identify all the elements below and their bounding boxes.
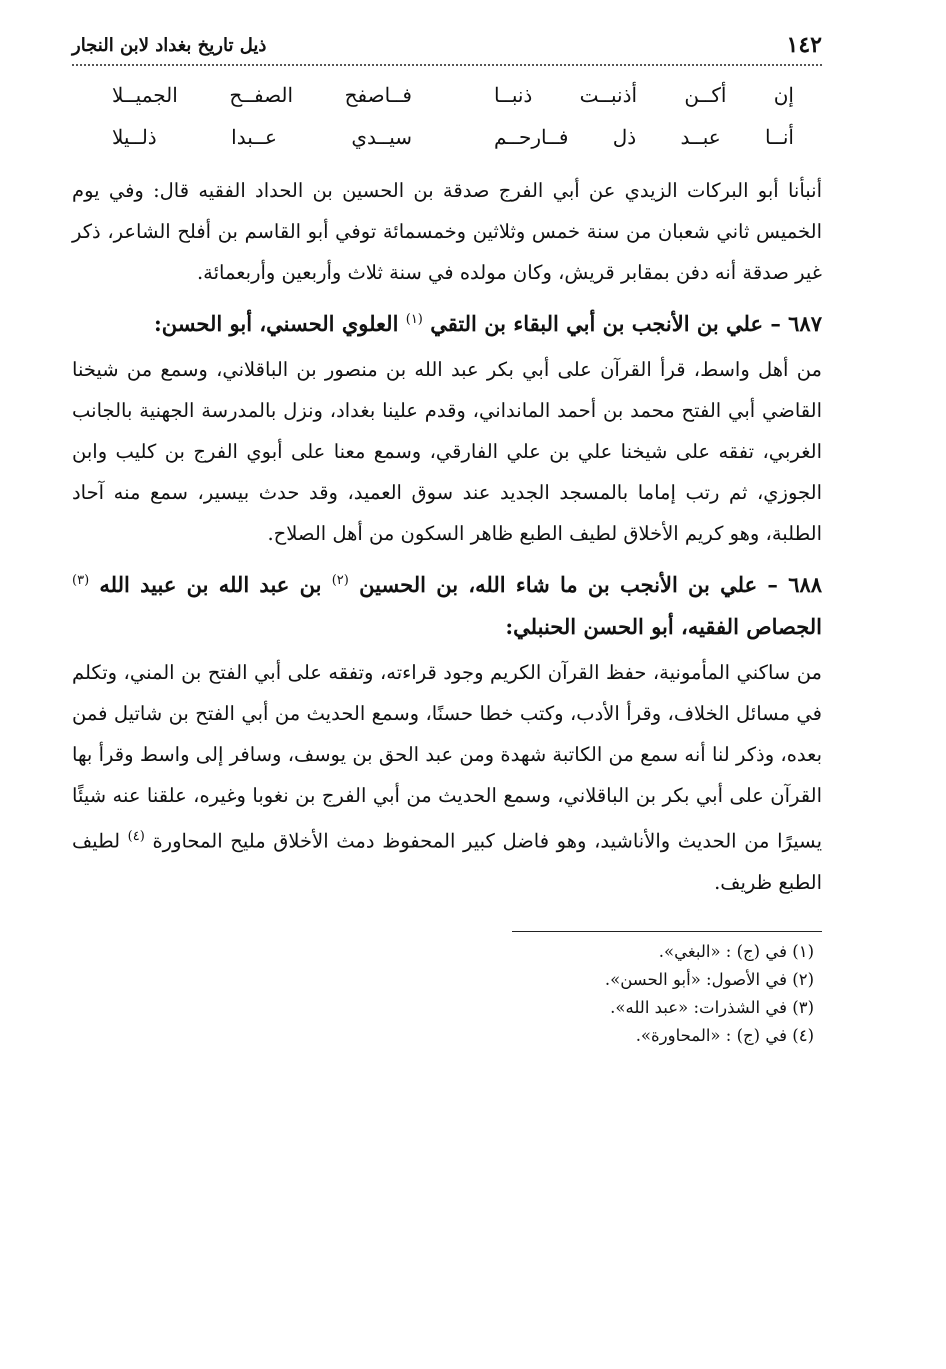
entry-687-body: من أهل واسط، قرأ القرآن على أبي بكر عبد الله بن منصور بن الباقلاني، وسمع من شيخنا القاضي أبي الفتح محمد بن أحمد المانداني، وقدم علينا بغداد، ونزل بالمدرسة الجهنية بالجانب الغربي، تفقه على شيخنا علي بن علي الفارقي، وسمع معنا على أبوي الفرج بن كليب وابن الجوزي، ثم رتب إماما بالمسجد الجديد عند سوق العميد، وقد حدث بيسير، سمع منه آحاد الطلبة، وهو كريم الأخلاق لطيف الطبع ظاهر السكون من أهل الصلاح.: [72, 358, 822, 545]
entry-687-heading: [72, 299, 822, 345]
verse-second-hemistich: سيــدي عــبدا ذلــيلا: [112, 125, 412, 149]
body-paragraph: أنبأنا أبو البركات الزيدي عن أبي الفرج صدقة بن الحسين بن الحداد الفقيه قال: وفي يوم الخميس ثاني شعبان من سنة خمس وثلاثين وخمسمائة توفي أبو القاسم بن أفلح الشاعر، ذكر غير صدقة أنه دفن بمقابر قريش، وكان مولده في سنة ثلاث وأربعين وأربعمائة.: [72, 179, 822, 284]
entry-heading-text: بن عبد الله بن عبيد الله: [99, 572, 322, 597]
footnote-item: (٣) في الشذرات: «عبد الله».: [610, 997, 814, 1017]
entry-heading-text: ٦٨٨ – علي بن الأنجب بن ما شاء الله، بن الحسين: [359, 572, 823, 597]
book-page: [72, 28, 822, 1050]
poem: [72, 74, 822, 158]
poem-verse: [72, 116, 822, 158]
running-title: ذيل تاريخ بغداد لابن النجار: [72, 34, 267, 56]
poem-verse: [72, 74, 822, 116]
footnote-item: (٤) في (ج) : «المحاورة».: [635, 1025, 814, 1045]
entry-heading-text: ٦٨٧ – علي بن الأنجب بن أبي البقاء بن التقي: [430, 311, 822, 336]
entry-heading-text: الجصاص الفقيه، أبو الحسن الحنبلي:: [505, 614, 822, 639]
footnote-ref: (٢): [331, 573, 349, 588]
footnote-item: (٢) في الأصول: «أبو الحسن».: [604, 969, 814, 989]
page-number: ١٤٢: [786, 32, 822, 58]
footnote-item: (١) في (ج) : «البغي».: [658, 941, 814, 961]
verse-first-hemistich: أنــا عبــد ذل فــارحــم: [494, 125, 794, 149]
entry-688-body: [72, 652, 822, 903]
entry-heading-text: العلوي الحسني، أبو الحسن:: [153, 311, 399, 336]
entry-body-text: لطيف الطبع ظريف.: [72, 829, 822, 894]
page-header: [72, 28, 822, 66]
verse-first-hemistich: إن أكــن أذنبــت ذنبــا: [494, 83, 794, 107]
verse-second-hemistich: فــاصفح الصفــح الجميــلا: [112, 83, 412, 107]
footnotes: [72, 938, 822, 1050]
footnote-ref: (٣): [72, 573, 90, 588]
footnote-ref: (١): [405, 312, 423, 327]
entry-688-heading: [72, 560, 822, 648]
entry-body-text: من ساكني المأمونية، حفظ القرآن الكريم وجود قراءته، وتفقه على أبي الفتح بن المني، وتكلم في مسائل الخلاف، وقرأ الأدب، وكتب خطا حسنًا، وسمع الحديث من أبي الفتح بن شاتيل فمن بعده، وذكر لنا أنه سمع من الكاتبة شهدة ومن عبد الحق بن يوسف، وسافر إلى واسط وقرأ بها القرآن على أبي بكر بن الباقلاني، وسمع الحديث من أبي الفرج بن نغوبا وغيره، علقنا عنه شيئًا يسيرًا من الحديث والأناشيد، وهو فاضل كبير المحفوظ دمث الأخلاق مليح المحاورة: [72, 661, 822, 853]
footnote-ref: (٤): [127, 829, 145, 844]
footnote-divider: [512, 931, 822, 932]
